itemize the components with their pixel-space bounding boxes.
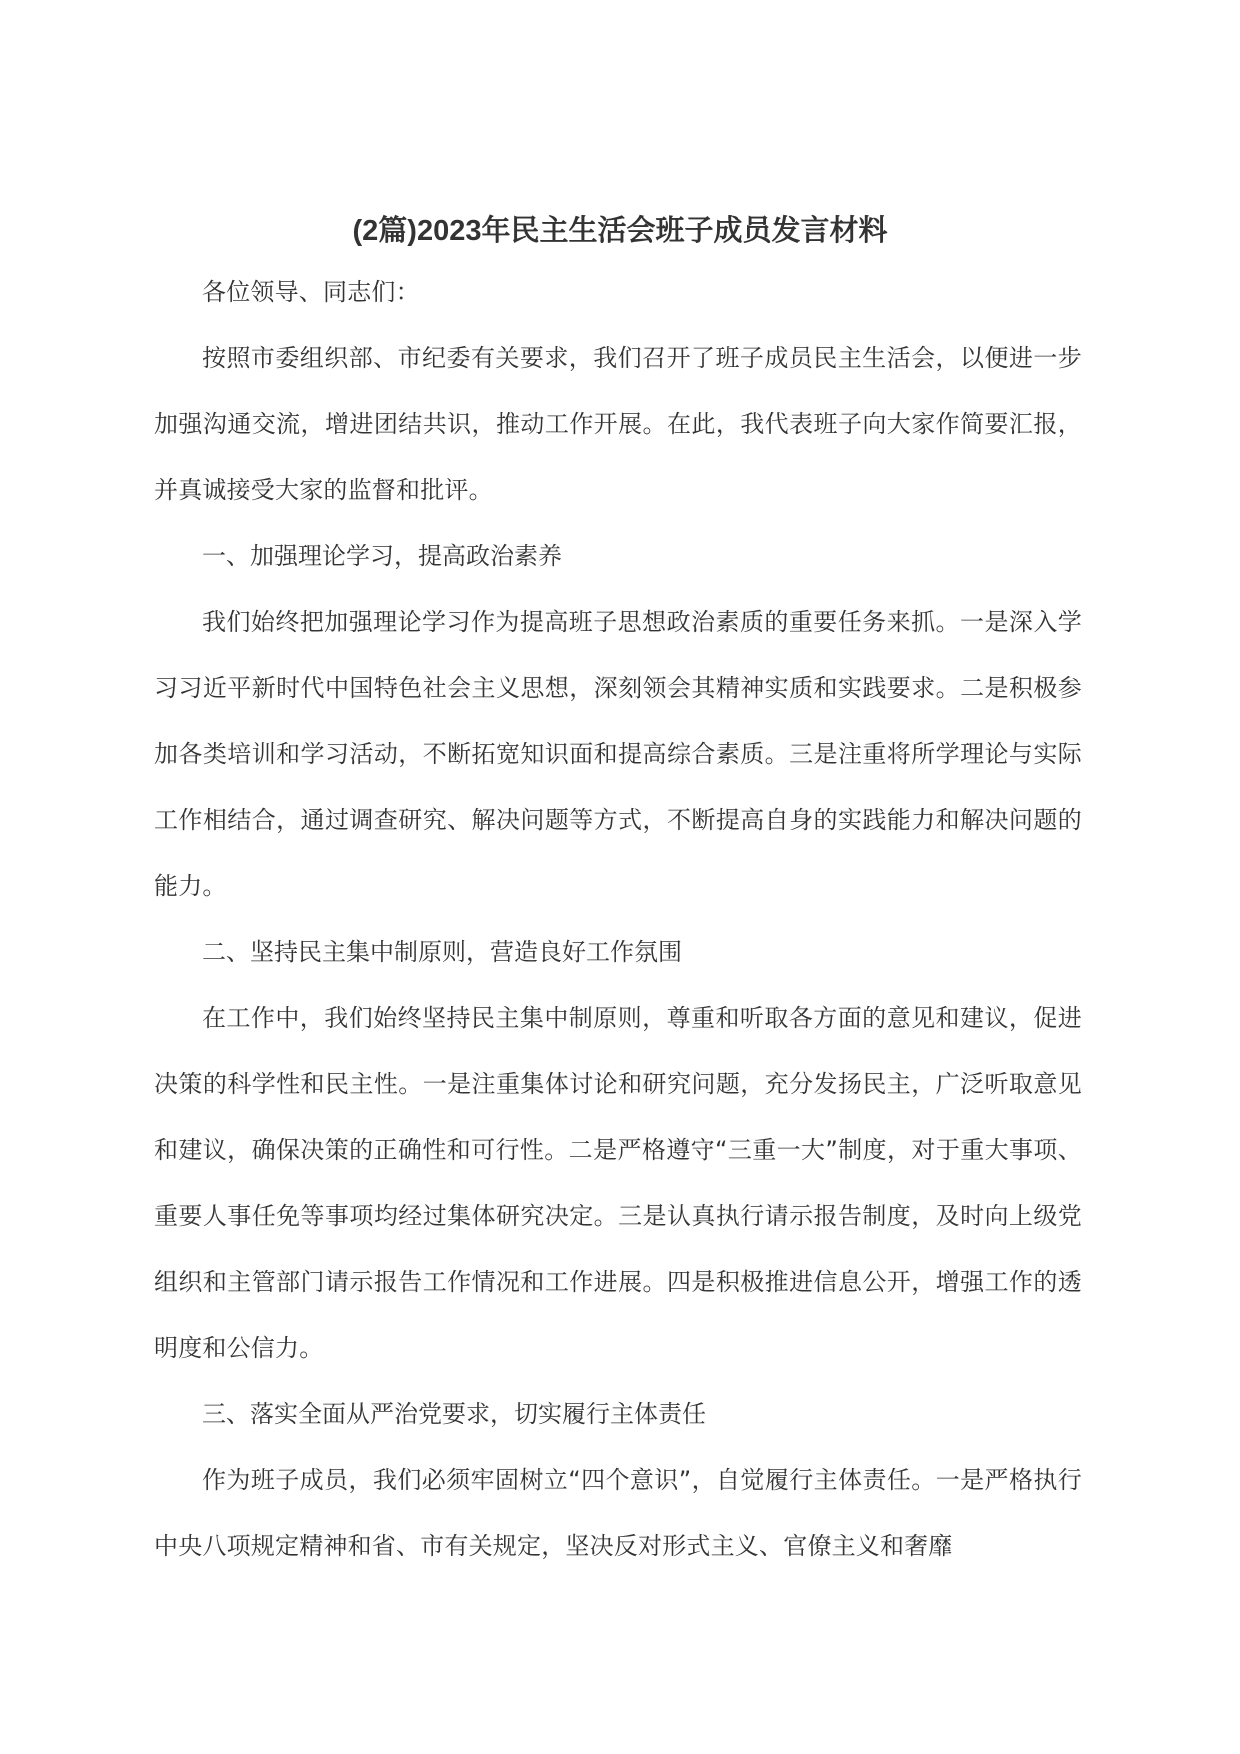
section-heading-2: 二、坚持民主集中制原则，营造良好工作氛围: [202, 938, 682, 966]
section-heading-1: 一、加强理论学习，提高政治素养: [202, 542, 562, 570]
greeting-paragraph: 各位领导、同志们：: [202, 278, 420, 306]
section-heading-3: 三、落实全面从严治党要求，切实履行主体责任: [202, 1400, 706, 1428]
section-body-3: 作为班子成员，我们必须牢固树立“四个意识”，自觉履行主体责任。一是严格执行中央八项规定精神和省、市有关规定，坚决反对形式主义、官僚主义和奢靡: [154, 1466, 1082, 1560]
document-title: (2篇)2023年民主生活会班子成员发言材料: [352, 215, 888, 248]
section-body-2: 在工作中，我们始终坚持民主集中制原则，尊重和听取各方面的意见和建议，促进决策的科学性和民主性。一是注重集体讨论和研究问题，充分发扬民主，广泛听取意见和建议，确保决策的正确性和可行性。二是严格遵守“三重一大”制度，对于重大事项、重要人事任免等事项均经过集体研究决定。三是认真执行请示报告制度，及时向上级党组织和主管部门请示报告工作情况和工作进展。四是积极推进信息公开，增强工作的透明度和公信力。: [154, 1004, 1082, 1362]
section-body-1: 我们始终把加强理论学习作为提高班子思想政治素质的重要任务来抓。一是深入学习习近平新时代中国特色社会主义思想，深刻领会其精神实质和实践要求。二是积极参加各类培训和学习活动，不断拓宽知识面和提高综合素质。三是注重将所学理论与实际工作相结合，通过调查研究、解决问题等方式，不断提高自身的实践能力和解决问题的能力。: [154, 608, 1082, 900]
intro-paragraph: 按照市委组织部、市纪委有关要求，我们召开了班子成员民主生活会，以便进一步加强沟通交流，增进团结共识，推动工作开展。在此，我代表班子向大家作简要汇报，并真诚接受大家的监督和批评。: [154, 344, 1082, 504]
document-body: [154, 259, 1082, 1579]
